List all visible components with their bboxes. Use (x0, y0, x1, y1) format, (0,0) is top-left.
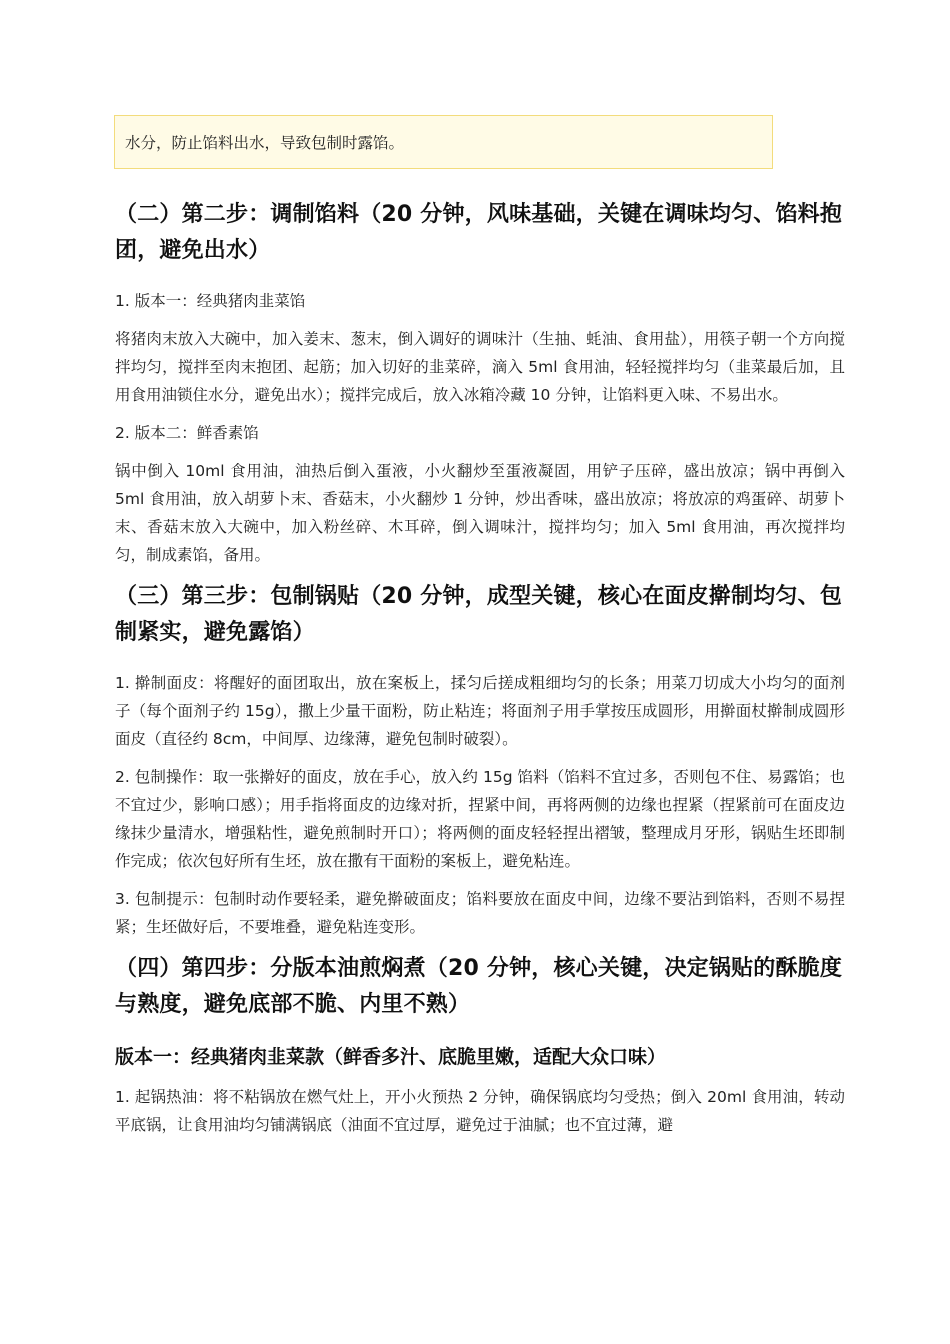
section-heading: （二）第二步：调制馅料（20 分钟，风味基础，关键在调味均匀、馅料抱团，避免出水） (115, 202, 843, 263)
section-heading: （四）第四步：分版本油煎焖煮（20 分钟，核心关键，决定锅贴的酥脆度与熟度，避免底部不脆、内里不熟） (115, 956, 843, 1017)
paragraph: 1. 版本一：经典猪肉韭菜馅 (115, 292, 306, 310)
subsection-heading: 版本一：经典猪肉韭菜款（鲜香多汁、底脆里嫩，适配大众口味） (115, 1046, 667, 1068)
paragraph: 锅中倒入 10ml 食用油，油热后倒入蛋液，小火翻炒至蛋液凝固，用铲子压碎，盛出放凉；锅中再倒入 5ml 食用油，放入胡萝卜末、香菇末，小火翻炒 1 分钟，炒出香味，盛出放凉；将放凉的鸡蛋碎、胡萝卜末、香菇末放入大碗中，加入粉丝碎、木耳碎，倒入调味汁，搅拌均匀；加入 5ml 食用油，再次搅拌均匀，制成素馅，备用。 (115, 462, 845, 564)
paragraph: 2. 包制操作：取一张擀好的面皮，放在手心，放入约 15g 馅料（馅料不宜过多，否则包不住、易露馅；也不宜过少，影响口感）；用手指将面皮的边缘对折，捏紧中间，再将两侧的边缘也捏紧（捏紧前可在面皮边缘抹少量清水，增强粘性，避免煎制时开口）；将两侧的面皮轻轻捏出褶皱，整理成月牙形，锅贴生坯即制作完成；依次包好所有生坯，放在撒有干面粉的案板上，避免粘连。 (115, 768, 845, 870)
paragraph: 3. 包制提示：包制时动作要轻柔，避免擀破面皮；馅料要放在面皮中间，边缘不要沾到馅料，否则不易捏紧；生坯做好后，不要堆叠，避免粘连变形。 (115, 890, 845, 936)
note-box (114, 115, 773, 169)
paragraph: 将猪肉末放入大碗中，加入姜末、葱末，倒入调好的调味汁（生抽、蚝油、食用盐），用筷子朝一个方向搅拌均匀，搅拌至肉末抱团、起筋；加入切好的韭菜碎，滴入 5ml 食用油，轻轻搅拌均匀（韭菜最后加，且用食用油锁住水分，避免出水）；搅拌完成后，放入冰箱冷藏 10 分钟，让馅料更入味、不易出水。 (115, 330, 845, 404)
paragraph: 1. 擀制面皮：将醒好的面团取出，放在案板上，揉匀后搓成粗细均匀的长条；用菜刀切成大小均匀的面剂子（每个面剂子约 15g），撒上少量干面粉，防止粘连；将面剂子用手掌按压成圆形，用擀面杖擀制成圆形面皮（直径约 8cm，中间厚、边缘薄，避免包制时破裂）。 (115, 674, 845, 748)
section-step-2 (115, 197, 845, 569)
section-step-3 (115, 579, 845, 941)
content-body (115, 197, 845, 1149)
note-text: 水分，防止馅料出水，导致包制时露馅。 (125, 134, 405, 152)
paragraph: 2. 版本二：鲜香素馅 (115, 424, 259, 442)
paragraph: 1. 起锅热油：将不粘锅放在燃气灶上，开小火预热 2 分钟，确保锅底均匀受热；倒入 20ml 食用油，转动平底锅，让食用油均匀铺满锅底（油面不宜过厚，避免过于油腻；也不宜过薄，避 (115, 1088, 845, 1134)
section-heading: （三）第三步：包制锅贴（20 分钟，成型关键，核心在面皮擀制均匀、包制紧实，避免露馅） (115, 584, 843, 645)
section-step-4 (115, 951, 845, 1139)
